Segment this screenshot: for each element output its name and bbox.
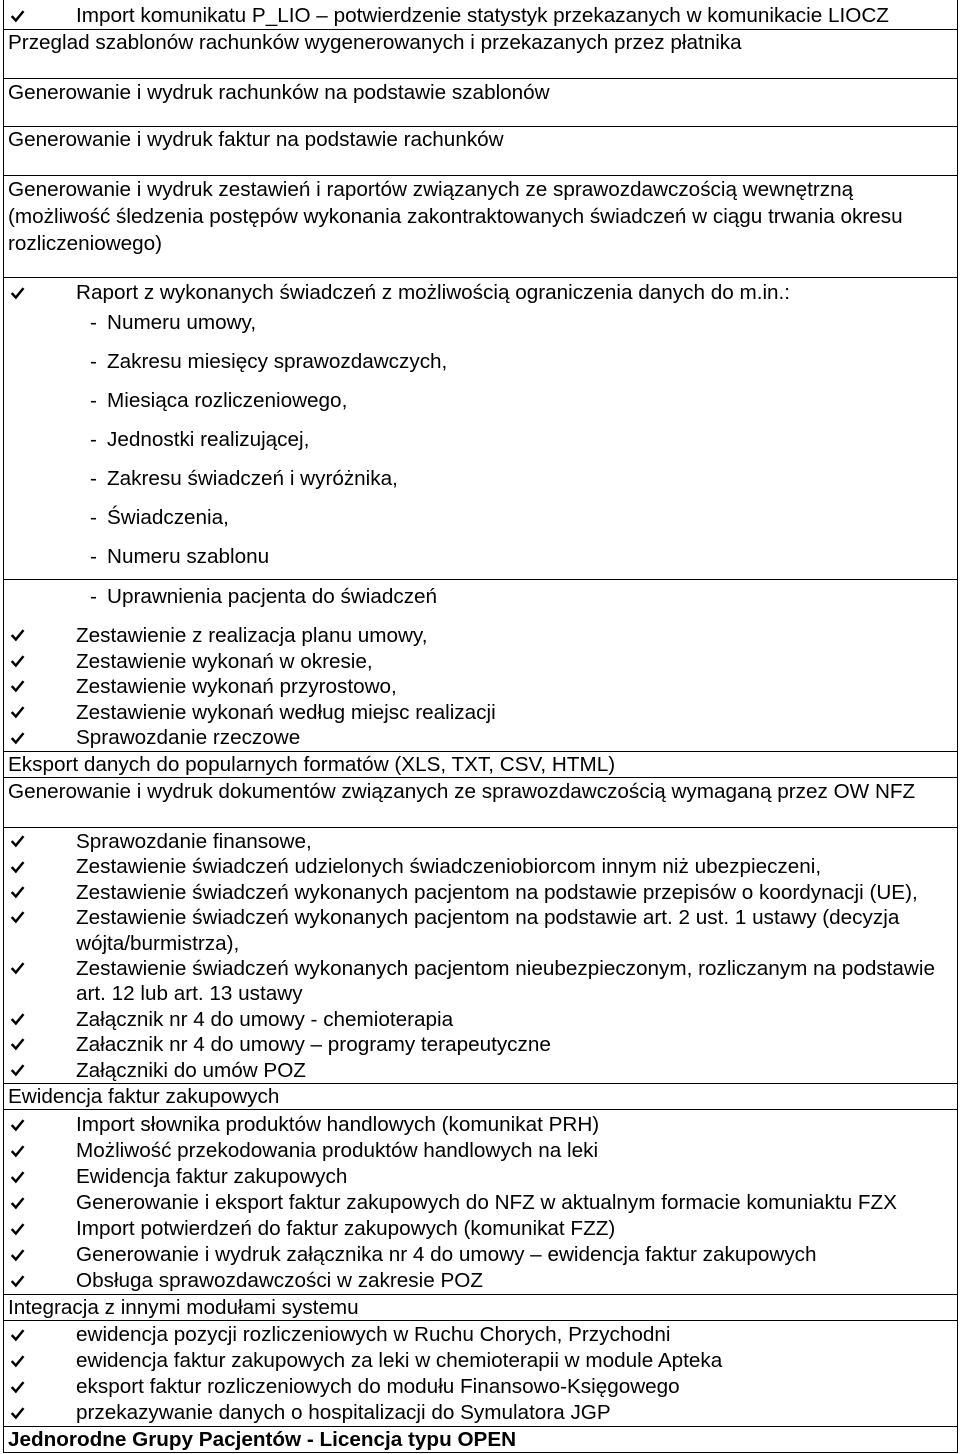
checklist-item [4, 956, 957, 1007]
checklist-item [4, 674, 957, 700]
check-icon [10, 731, 25, 746]
row-text: Integracja z innymi modułami systemu [8, 1296, 359, 1319]
item-text: Numeru szablonu [107, 545, 270, 568]
check-icon [10, 1328, 25, 1343]
check-icon [10, 9, 25, 24]
check-icon [10, 1037, 25, 1052]
item-text: Zestawienie świadczeń wykonanych pacjentom nieubezpieczonym, rozliczanym na podstawie [76, 957, 935, 981]
row-text: (możliwość śledzenia postępów wykonania zakontraktowanych świadczeń w ciągu trwania okresu [8, 205, 903, 228]
item-text: Generowanie i eksport faktur zakupowych do NFZ w aktualnym formacie komuniaktu FZX [76, 1191, 897, 1214]
item-text-continued: wójta/burmistrza), [76, 931, 240, 955]
checklist-item [4, 1268, 957, 1294]
item-text: Generowanie i wydruk załącznika nr 4 do umowy – ewidencja faktur zakupowych [76, 1243, 817, 1266]
sub-list-item [4, 345, 957, 384]
list-marker: - [90, 428, 97, 451]
item-text: Import potwierdzeń do faktur zakupowych (komunikat FZZ) [76, 1217, 616, 1240]
table-row [4, 752, 957, 778]
checklist-item [4, 1348, 957, 1374]
row-text: Przeglad szablonów rachunków wygenerowanych i przekazanych przez płatnika [8, 31, 742, 54]
item-text: Uprawnienia pacjenta do świadczeń [107, 585, 438, 608]
checklist-item [4, 725, 957, 751]
item-text: ewidencja pozycji rozliczeniowych w Ruchu Chorych, Przychodni [76, 1323, 671, 1346]
item-text: Zestawienie wykonań w okresie, [76, 649, 373, 673]
checklist-item [4, 829, 957, 854]
item-text: Załącznik nr 4 do umowy - chemioterapia [76, 1007, 454, 1031]
check-icon [10, 1118, 25, 1133]
list-marker: - [90, 311, 97, 334]
checklist-item [4, 1032, 957, 1057]
check-icon [10, 286, 25, 301]
table-row [4, 1427, 957, 1453]
checklist-item [4, 623, 957, 649]
checklist-item [4, 1138, 957, 1164]
sub-list-item [4, 423, 957, 462]
list-marker: - [90, 506, 97, 529]
item-text: Zestawienie świadczeń udzielonych świadczeniobiorcom innym niż ubezpieczeni, [76, 855, 822, 879]
check-icon [10, 1222, 25, 1237]
checklist-item [4, 280, 957, 306]
item-text-continued: art. 12 lub art. 13 ustawy [76, 982, 303, 1006]
check-icon [10, 1012, 25, 1027]
list-marker: - [90, 389, 97, 412]
check-icon [10, 910, 25, 925]
table-row [4, 79, 957, 127]
checklist-item [4, 854, 957, 879]
item-text: Jednostki realizującej, [107, 428, 310, 451]
table-row [4, 1321, 957, 1427]
item-text: Zestawienie świadczeń wykonanych pacjentom na podstawie art. 2 ust. 1 ustawy (decyzja [76, 906, 900, 930]
item-text: przekazywanie danych o hospitalizacji do Symulatora JGP [76, 1401, 611, 1424]
check-icon [10, 860, 25, 875]
list-marker: - [90, 545, 97, 568]
license-heading: Jednorodne Grupy Pacjentów - Licencja typu OPEN [8, 1428, 517, 1451]
check-icon [10, 1354, 25, 1369]
item-text: eksport faktur rozliczeniowych do modułu Finansowo-Księgowego [76, 1375, 680, 1398]
row-text: Generowanie i wydruk rachunków na podstawie szablonów [8, 81, 550, 104]
sub-list-item [4, 501, 957, 540]
sub-list-item [4, 462, 957, 501]
checklist-item [4, 3, 957, 29]
check-icon [10, 1196, 25, 1211]
item-text: Załączniki do umów POZ [76, 1058, 306, 1082]
check-icon [10, 1380, 25, 1395]
row-text: Generowanie i wydruk dokumentów związanych ze sprawozdawczością wymaganą przez OW NFZ [8, 780, 916, 803]
list-marker: - [90, 467, 97, 490]
item-text: Świadczenia, [107, 506, 229, 529]
table-row [4, 828, 957, 1084]
checklist-item [4, 700, 957, 726]
checklist-item [4, 905, 957, 956]
item-text: Import słownika produktów handlowych (komunikat PRH) [76, 1113, 600, 1136]
table-row [4, 1084, 957, 1110]
checklist-item [4, 1112, 957, 1138]
check-icon [10, 961, 25, 976]
item-text: Zestawienie wykonań przyrostowo, [76, 675, 397, 699]
item-text: ewidencja faktur zakupowych za leki w chemioterapii w module Apteka [76, 1349, 723, 1372]
item-text: Miesiąca rozliczeniowego, [107, 389, 348, 412]
check-icon [10, 834, 25, 849]
list-marker: - [90, 585, 97, 608]
check-icon [10, 1274, 25, 1289]
check-icon [10, 628, 25, 643]
checklist-item [4, 1374, 957, 1400]
check-icon [10, 679, 25, 694]
item-text: Obsługa sprawozdawczości w zakresie POZ [76, 1269, 484, 1292]
check-icon [10, 885, 25, 900]
item-text: Możliwość przekodowania produktów handlowych na leki [76, 1139, 599, 1162]
table-row [4, 30, 957, 79]
item-text: Numeru umowy, [107, 311, 257, 334]
check-icon [10, 1248, 25, 1263]
checklist-item [4, 1190, 957, 1216]
checklist-item [4, 1242, 957, 1268]
table-row [4, 0, 957, 30]
row-text: rozliczeniowego) [8, 232, 163, 255]
table-row [4, 778, 957, 828]
check-icon [10, 1063, 25, 1078]
checklist [4, 623, 957, 751]
check-icon [10, 1170, 25, 1185]
list-marker: - [90, 350, 97, 373]
checklist-item [4, 1007, 957, 1032]
item-text: Zestawienie z realizacja planu umowy, [76, 624, 428, 647]
table-row [4, 176, 957, 278]
checklist-item [4, 649, 957, 675]
item-text: Sprawozdanie finansowe, [76, 830, 312, 853]
requirements-table [3, 0, 958, 1453]
checklist-item [4, 1058, 957, 1083]
row-text: Eksport danych do popularnych formatów (XLS, TXT, CSV, HTML) [8, 753, 616, 776]
table-row [4, 1295, 957, 1321]
checklist-item [4, 1322, 957, 1348]
row-text: Generowanie i wydruk zestawień i raportów związanych ze sprawozdawczością wewnętrzną [8, 178, 854, 201]
checklist-item [4, 1164, 957, 1190]
item-text: Zestawienie wykonań według miejsc realizacji [76, 700, 496, 724]
sub-list-item [4, 384, 957, 423]
sub-list-item [4, 306, 957, 345]
table-row [4, 278, 957, 580]
check-icon [10, 654, 25, 669]
table-row [4, 1110, 957, 1295]
checklist-item [4, 880, 957, 905]
checklist-item [4, 1216, 957, 1242]
row-text: Generowanie i wydruk faktur na podstawie rachunków [8, 128, 504, 151]
sub-list-item [4, 540, 957, 579]
check-icon [10, 1144, 25, 1159]
table-row [4, 127, 957, 176]
item-text: Zakresu świadczeń i wyróżnika, [107, 467, 398, 490]
row-text: Ewidencja faktur zakupowych [8, 1085, 280, 1108]
item-text: Zakresu miesięcy sprawozdawczych, [107, 350, 448, 373]
item-text: Raport z wykonanych świadczeń z możliwością ograniczenia danych do m.in.: [76, 281, 791, 304]
table-row [4, 580, 957, 752]
item-text: Import komunikatu P_LIO – potwierdzenie statystyk przekazanych w komunikacie LIOCZ [76, 4, 889, 27]
item-text: Sprawozdanie rzeczowe [76, 726, 301, 750]
sub-list-item [4, 580, 957, 619]
check-icon [10, 705, 25, 720]
item-text: Załacznik nr 4 do umowy – programy terapeutyczne [76, 1033, 551, 1057]
item-text: Zestawienie świadczeń wykonanych pacjentom na podstawie przepisów o koordynacji (UE), [76, 880, 918, 904]
check-icon [10, 1406, 25, 1421]
item-text: Ewidencja faktur zakupowych [76, 1165, 348, 1188]
checklist-item [4, 1400, 957, 1426]
